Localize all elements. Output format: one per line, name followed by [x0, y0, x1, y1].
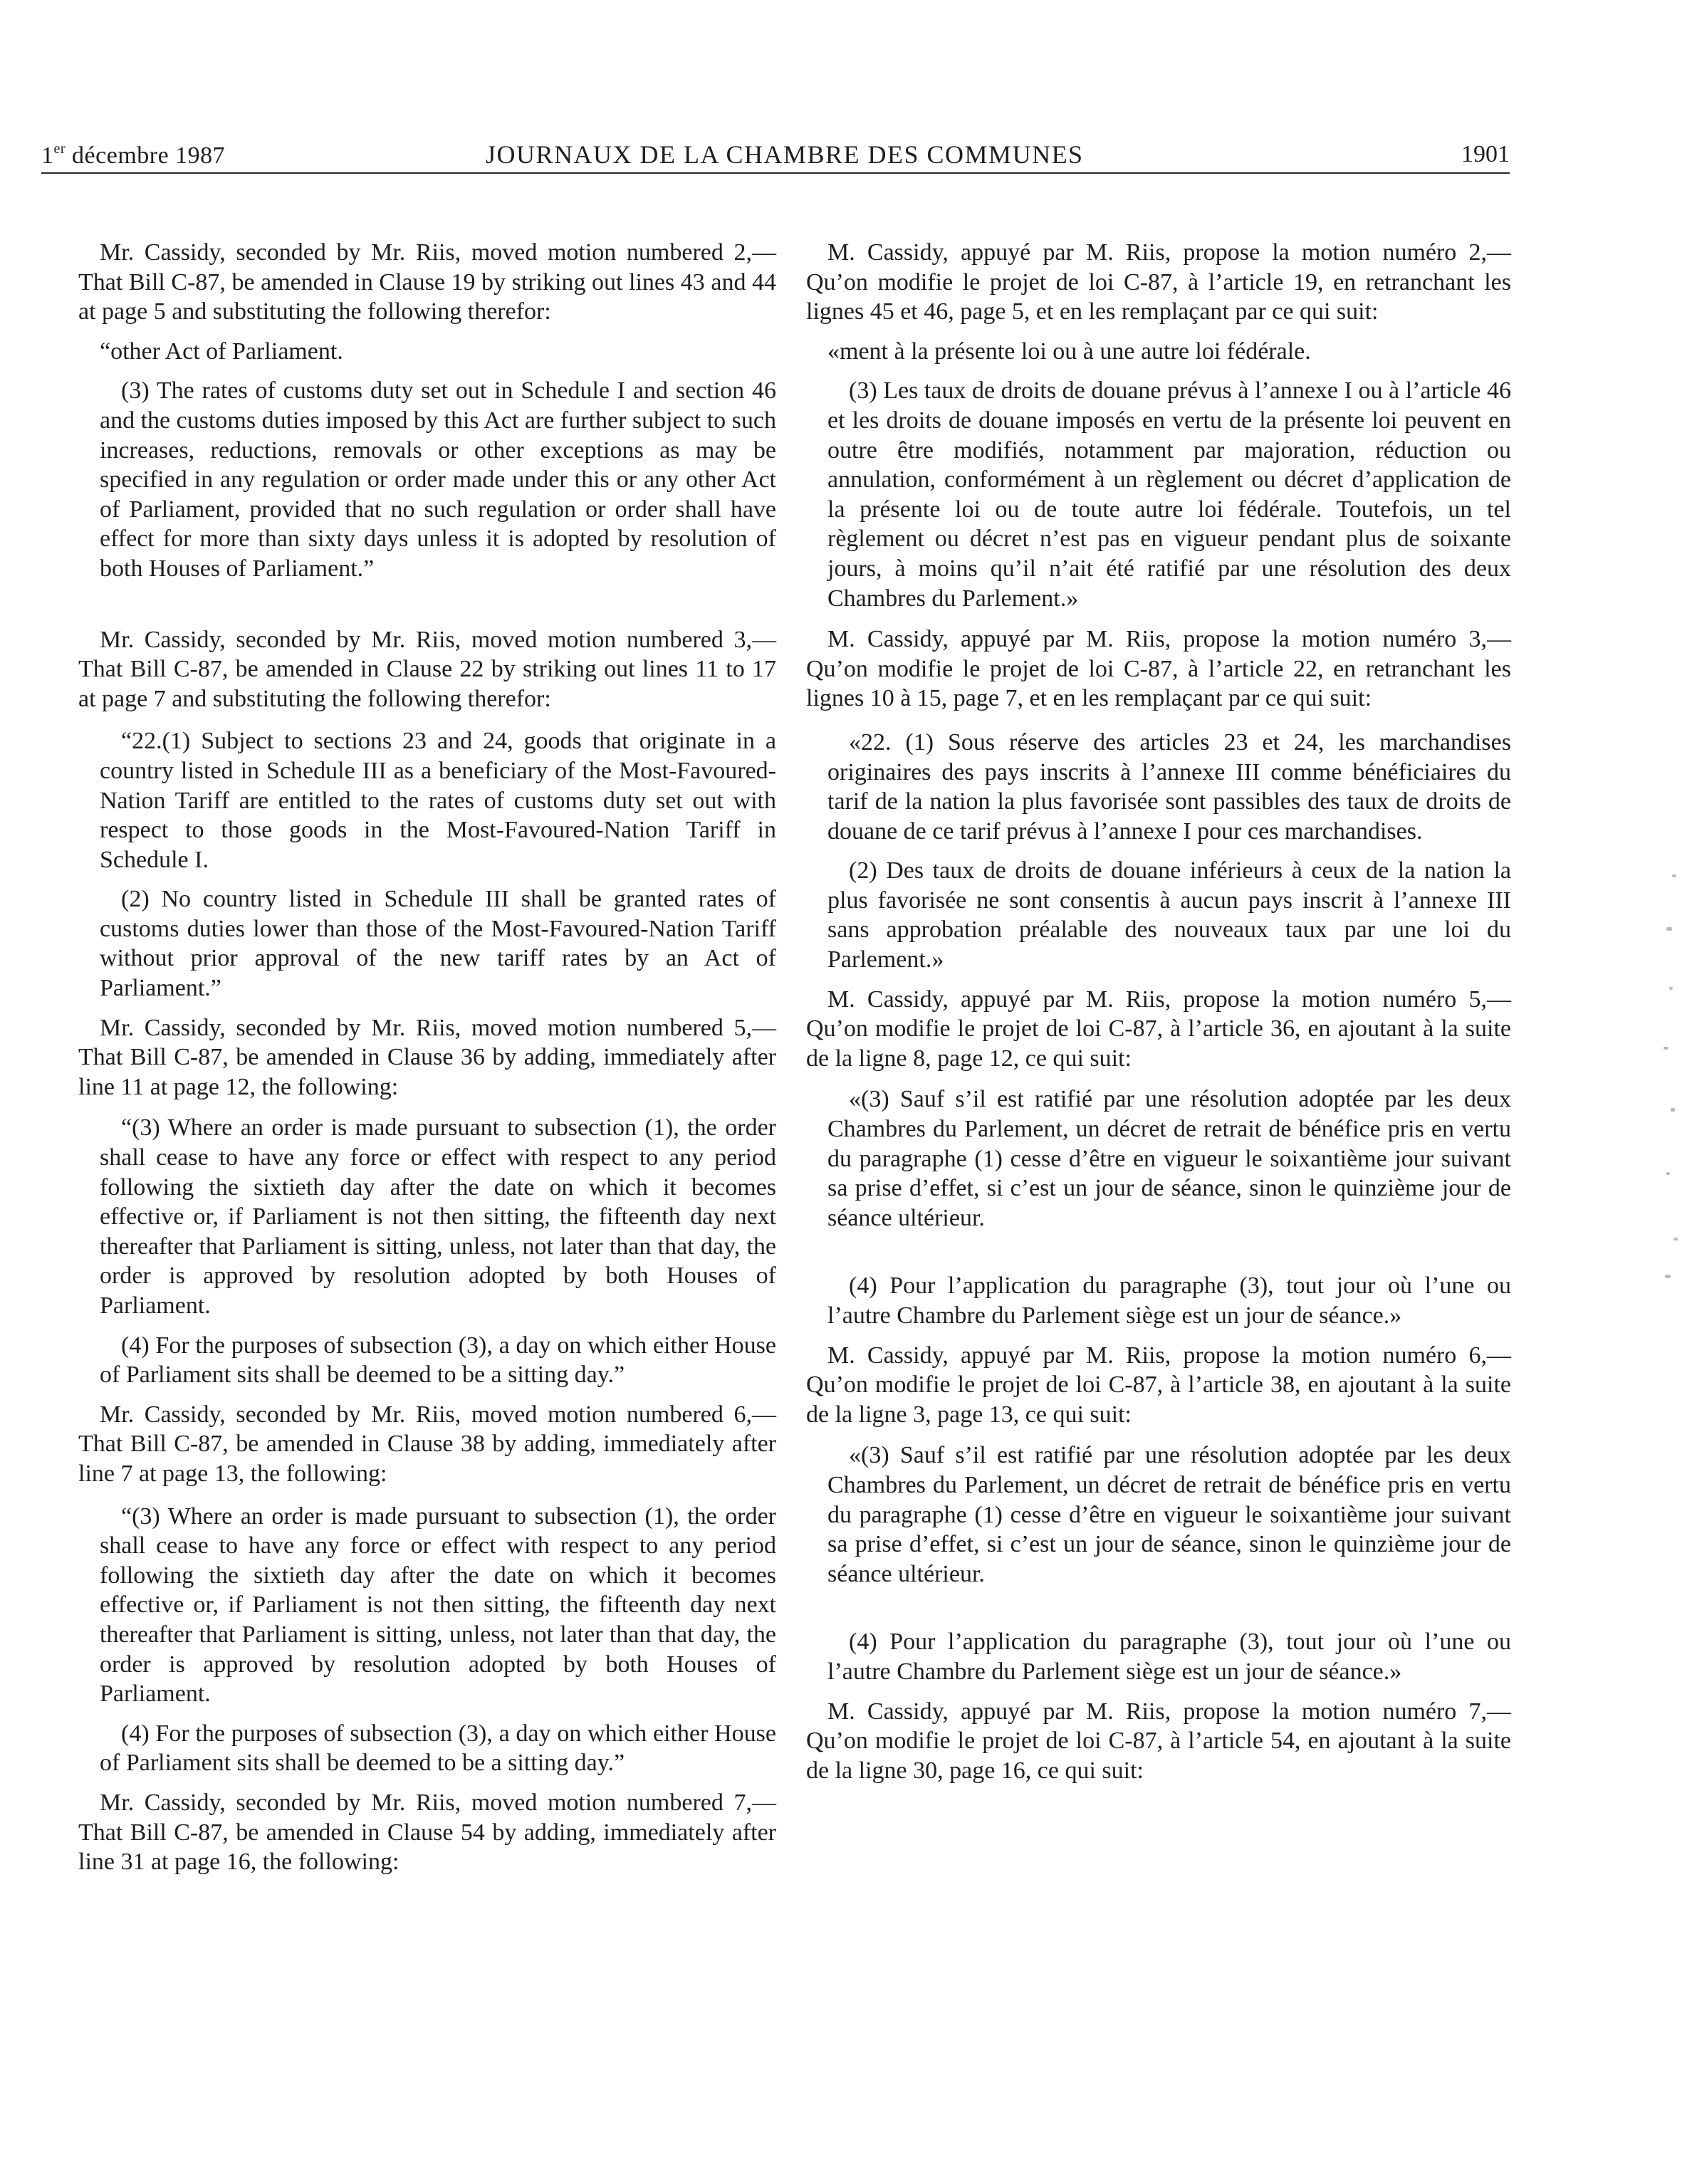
motion-7-fr: M. Cassidy, appuyé par M. Riis, propose la motion numéro 7,—Qu’on modifie le projet de loi C-87, à l’article 54, en ajoutant à la suite de la ligne 30, page 16, ce qui suit:	[806, 1698, 1511, 1784]
scan-speck	[1671, 1108, 1675, 1112]
header-date: 1er décembre 1987	[41, 141, 226, 169]
scan-speck	[1664, 1047, 1668, 1050]
motion-5-fr: M. Cassidy, appuyé par M. Riis, propose la motion numéro 5,—Qu’on modifie le projet de loi C-87, à l’article 36, en ajoutant à la suite de la ligne 8, page 12, ce qui suit:	[806, 986, 1511, 1072]
quoted-subsection-en: “22.(1) Subject to sections 23 and 24, goods that originate in a country listed in Schedule III as a beneficiary of the Most-Favoured-Nation Tariff are entitled to the rates of customs duty set out with respect to those goods in the Most-Favoured-Nation Tariff in Schedule I.	[100, 728, 776, 873]
quoted-subsection-fr: (4) Pour l’application du paragraphe (3), tout jour où l’une ou l’autre Chambre du Parlement siège est un jour de séance.»	[827, 1629, 1511, 1685]
header-page-number: 1901	[1461, 141, 1510, 167]
quoted-subsection-fr: (3) Les taux de droits de douane prévus à l’annexe I ou à l’article 46 et les droits de douane imposés en vertu de la présente loi peuvent en outre être modifiés, notamment par majoration, réduction ou annulation, conformément à un règlement ou décret d’application de la présente loi ou de toute autre loi fédérale. Toutefois, un tel règlement ou décret n’est pas en vigueur pendant plus de soixante jours, à moins qu’il n’ait été ratifié par une résolution des deux Chambres du Parlement.»	[827, 377, 1511, 612]
motion-6-en: Mr. Cassidy, seconded by Mr. Riis, moved motion numbered 6,—That Bill C-87, be amended in Clause 38 by adding, immediately after line 7 at page 13, the following:	[78, 1401, 776, 1487]
scan-speck	[1673, 1238, 1678, 1240]
quoted-subsection-fr: «22. (1) Sous réserve des articles 23 et 24, les marchandises originaires des pays inscrits à l’annexe III comme bénéficiaires du tarif de la nation la plus favorisée sont passibles des taux de droits de douane de ce tarif prévus à l’annexe I pour ces marchandises.	[827, 728, 1511, 845]
scan-speck	[1669, 987, 1673, 990]
page-header	[41, 132, 1510, 174]
scan-speck	[1666, 927, 1672, 931]
quoted-subsection-en: “(3) Where an order is made pursuant to subsection (1), the order shall cease to have any force or effect with respect to any period following the sixtieth day after the date on which it becomes effective or, if Parliament is not then sitting, the fifteenth day next thereafter that Parliament is sitting, unless, not later than that day, the order is approved by resolution adopted by both Houses of Parliament.	[100, 1503, 776, 1708]
motion-2-fr: M. Cassidy, appuyé par M. Riis, propose la motion numéro 2,—Qu’on modifie le projet de loi C-87, à l’article 19, en retranchant les lignes 45 et 46, page 5, et en les remplaçant par ce qui suit:	[806, 239, 1511, 325]
quoted-subsection-fr: «(3) Sauf s’il est ratifié par une résolution adoptée par les deux Chambres du Parlement, un décret de retrait de bénéfice pris en vertu du paragraphe (1) cesse d’être en vigueur le soixantième jour suivant sa prise d’effet, si c’est un jour de séance, sinon le quinzième jour de séance ultérieur.	[827, 1086, 1511, 1231]
quoted-subsection-fr: (4) Pour l’application du paragraphe (3), tout jour où l’une ou l’autre Chambre du Parlement siège est un jour de séance.»	[827, 1273, 1511, 1329]
quoted-subsection-en: (4) For the purposes of subsection (3), a day on which either House of Parliament sits shall be deemed to be a sitting day.”	[100, 1720, 776, 1777]
scan-speck	[1672, 874, 1676, 877]
header-title: JOURNAUX DE LA CHAMBRE DES COMMUNES	[486, 140, 1084, 169]
quoted-text-fr: «ment à la présente loi ou à une autre loi fédérale.	[827, 338, 1311, 365]
motion-5-en: Mr. Cassidy, seconded by Mr. Riis, moved motion numbered 5,—That Bill C-87, be amended in Clause 36 by adding, immediately after line 11 at page 12, the following:	[78, 1014, 776, 1100]
french-column	[806, 238, 1511, 1785]
quoted-text-en: “other Act of Parliament.	[100, 338, 343, 365]
motion-6-fr: M. Cassidy, appuyé par M. Riis, propose la motion numéro 6,—Qu’on modifie le projet de loi C-87, à l’article 38, en ajoutant à la suite de la ligne 3, page 13, ce qui suit:	[806, 1342, 1511, 1428]
quoted-subsection-en: (2) No country listed in Schedule III shall be granted rates of customs duties lower than those of the Most-Favoured-Nation Tariff without prior approval of the new tariff rates by an Act of Parliament.”	[100, 886, 776, 1002]
english-column	[78, 238, 776, 1877]
quoted-subsection-en: “(3) Where an order is made pursuant to subsection (1), the order shall cease to have any force or effect with respect to any period following the sixtieth day after the date on which it becomes effective or, if Parliament is not then sitting, the fifteenth day next thereafter that Parliament is sitting, unless, not later than that day, the order is approved by resolution adopted by both Houses of Parliament.	[100, 1114, 776, 1319]
scan-speck	[1666, 1172, 1670, 1175]
quoted-subsection-en: (3) The rates of customs duty set out in Schedule I and section 46 and the customs duties imposed by this Act are further subject to such increases, reductions, removals or other exceptions as may be specified in any regulation or order made under this or any other Act of Parliament, provided that no such regulation or order shall have effect for more than sixty days unless it is adopted by resolution of both Houses of Parliament.”	[100, 377, 776, 582]
quoted-subsection-fr: «(3) Sauf s’il est ratifié par une résolution adoptée par les deux Chambres du Parlement, un décret de retrait de bénéfice pris en vertu du paragraphe (1) cesse d’être en vigueur le soixantième jour suivant sa prise d’effet, si c’est un jour de séance, sinon le quinzième jour de séance ultérieur.	[827, 1442, 1511, 1587]
motion-3-fr: M. Cassidy, appuyé par M. Riis, propose la motion numéro 3,—Qu’on modifie le projet de loi C-87, à l’article 22, en retranchant les lignes 10 à 15, page 7, et en les remplaçant par ce qui suit:	[806, 626, 1511, 712]
date-ordinal-suffix: er	[53, 141, 66, 157]
quoted-subsection-fr: (2) Des taux de droits de douane inférieurs à ceux de la nation la plus favorisée ne sont consentis à aucun pays inscrit à l’annexe III sans approbation préalable des nouveaux taux par une loi du Parlement.»	[827, 857, 1511, 973]
motion-3-en: Mr. Cassidy, seconded by Mr. Riis, moved motion numbered 3,—That Bill C-87, be amended in Clause 22 by striking out lines 11 to 17 at page 7 and substituting the following therefor:	[78, 626, 776, 712]
scan-speck	[1665, 1275, 1671, 1278]
quoted-subsection-en: (4) For the purposes of subsection (3), a day on which either House of Parliament sits shall be deemed to be a sitting day.”	[100, 1332, 776, 1389]
motion-2-en: Mr. Cassidy, seconded by Mr. Riis, moved motion numbered 2,—That Bill C-87, be amended in Clause 19 by striking out lines 43 and 44 at page 5 and substituting the following therefor:	[78, 239, 776, 325]
motion-7-en: Mr. Cassidy, seconded by Mr. Riis, moved motion numbered 7,—That Bill C-87, be amended in Clause 54 by adding, immediately after line 31 at page 16, the following:	[78, 1789, 776, 1876]
